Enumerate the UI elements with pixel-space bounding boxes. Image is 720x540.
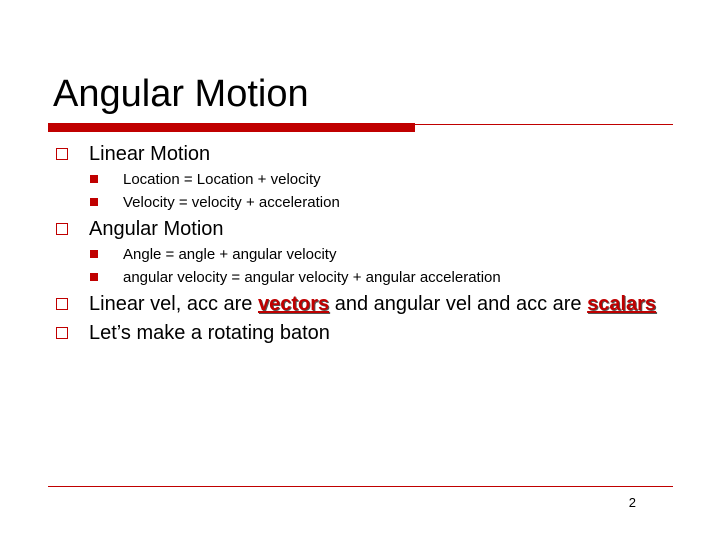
sub-bullet-text: Velocity = velocity + acceleration	[123, 193, 340, 211]
bullet-text: Let’s make a rotating baton	[89, 321, 330, 344]
page-number: 2	[628, 495, 636, 510]
hollow-square-bullet-icon	[56, 148, 68, 160]
bullet-text-part: Linear vel, acc are	[89, 292, 258, 315]
hollow-square-bullet-icon	[56, 327, 68, 339]
sub-bullet-text: Location = Location + velocity	[123, 170, 321, 188]
hollow-square-bullet-icon	[56, 223, 68, 235]
filled-square-bullet-icon	[90, 250, 98, 258]
bullet-text-part: and angular vel and acc are	[329, 292, 588, 315]
filled-square-bullet-icon	[90, 198, 98, 206]
sub-bullet-angle	[90, 245, 336, 263]
sub-bullet-text: Angle = angle + angular velocity	[123, 245, 337, 263]
bullet-angular-motion	[56, 217, 224, 241]
slide-title: Angular Motion	[53, 73, 309, 115]
sub-bullet-text: angular velocity = angular velocity + angular acceleration	[123, 268, 501, 286]
bullet-linear-motion	[56, 142, 210, 166]
bullet-text: Angular Motion	[89, 217, 224, 240]
bullet-text: Linear Motion	[89, 142, 211, 165]
title-rule-thin	[415, 124, 673, 125]
sub-bullet-angular-velocity	[90, 268, 501, 286]
hollow-square-bullet-icon	[56, 298, 68, 310]
bullet-text	[89, 293, 656, 316]
bullet-rotating-baton	[56, 321, 330, 345]
emphasis-vectors: vectors	[257, 292, 330, 315]
title-rule-thick	[48, 123, 415, 132]
emphasis-scalars: scalars	[587, 292, 657, 315]
footer-rule	[48, 486, 673, 487]
bullet-vectors-scalars	[56, 292, 656, 316]
sub-bullet-location	[90, 170, 321, 188]
sub-bullet-velocity	[90, 193, 340, 211]
filled-square-bullet-icon	[90, 273, 98, 281]
filled-square-bullet-icon	[90, 175, 98, 183]
